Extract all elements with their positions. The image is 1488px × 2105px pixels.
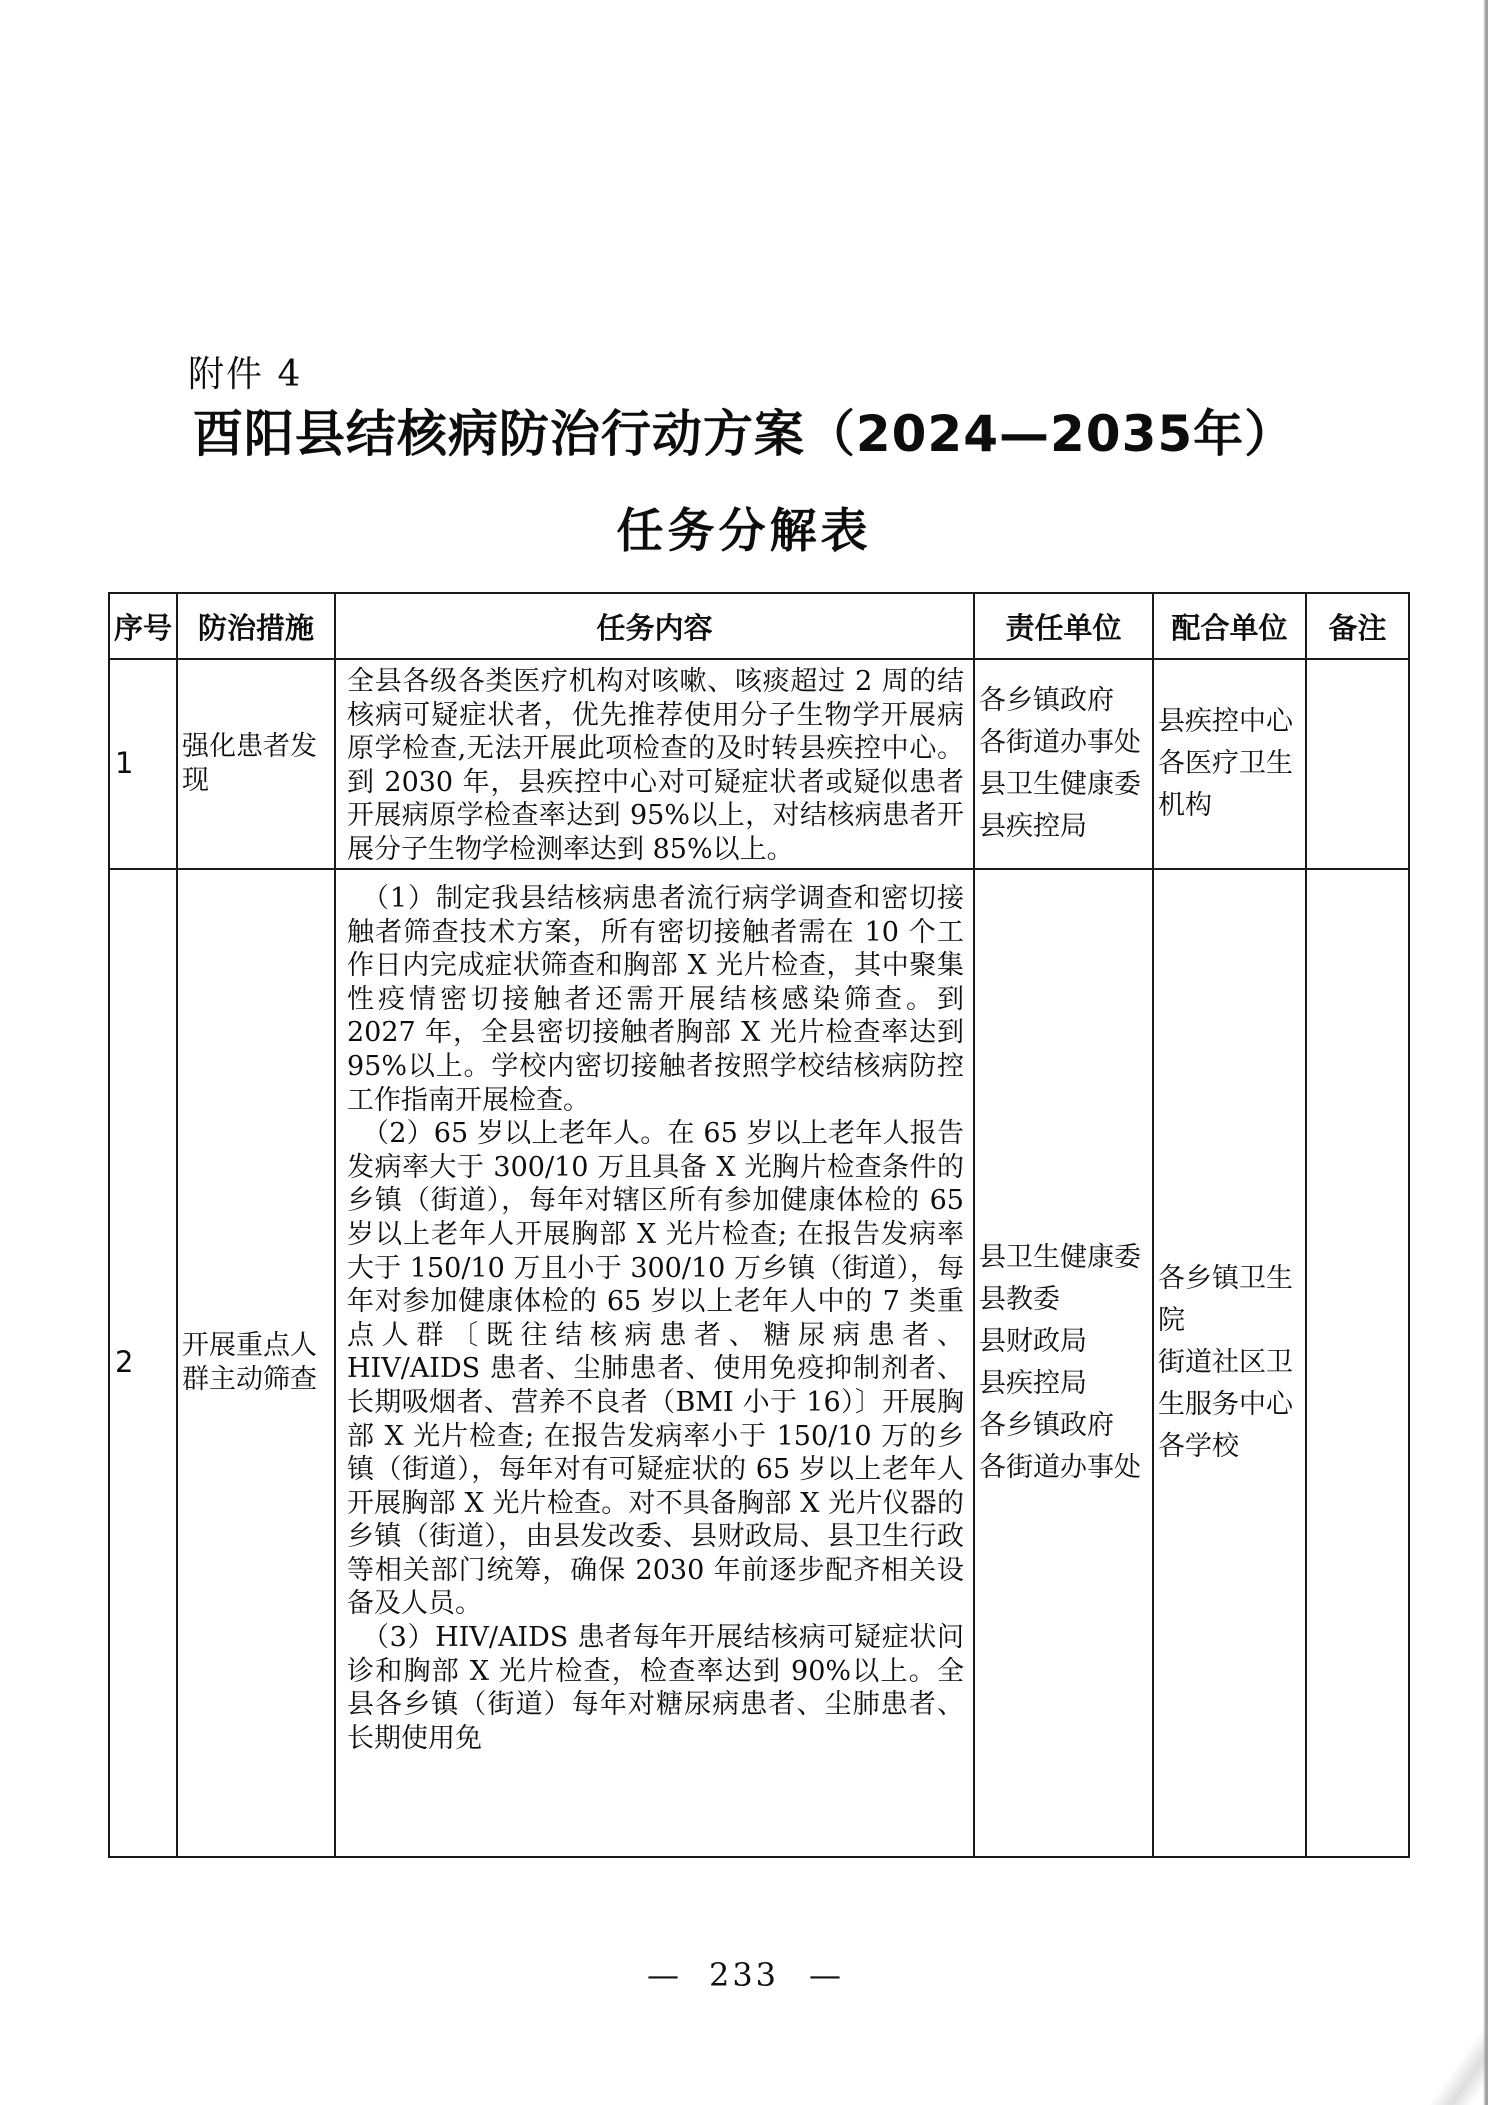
cell-row2-responsible-units: 县卫生健康委 县教委 县财政局 县疾控局 各乡镇政府 各街道办事处 <box>974 869 1153 1857</box>
document-subtitle: 任务分解表 <box>616 504 872 559</box>
scan-corner-artifact <box>1418 2015 1488 2105</box>
footer-dash-left: — <box>646 1956 679 1994</box>
cell-row1-cooperating-units: 县疾控中心 各医疗卫生机构 <box>1153 659 1306 869</box>
table-row <box>109 869 1409 1857</box>
cell-row2-remarks <box>1306 869 1409 1857</box>
page-number <box>0 1956 1488 1994</box>
header-cell-index: 序号 <box>109 593 177 659</box>
header-cell-measure: 防治措施 <box>177 593 335 659</box>
header-cell-cooperating: 配合单位 <box>1153 593 1306 659</box>
cell-row1-task-content <box>335 659 974 869</box>
cell-row1-responsible-units: 各乡镇政府 各街道办事处 县卫生健康委 县疾控局 <box>974 659 1153 869</box>
cell-row1-measure: 强化患者发现 <box>177 659 335 869</box>
footer-page-number: 233 <box>708 1956 780 1994</box>
task-paragraph: （1）制定我县结核病患者流行病学调查和密切接触者筛查技术方案，所有密切接触者需在 10 个工作日内完成症状筛查和胸部 X 光片检查，其中聚集性疫情密切接触者还需开展结核感染筛查。到 2027 年，全县密切接触者胸部 X 光片检查率达到 95%以上。学校内密切接触者按照学校结核病防控工作指南开展检查。 <box>347 883 964 1116</box>
footer-dash-right: — <box>809 1956 842 1994</box>
cell-row1-index: 1 <box>109 659 177 869</box>
attachment-label: 附件 4 <box>188 354 303 395</box>
scan-edge-artifact <box>1483 0 1488 2105</box>
cell-row2-task-content <box>335 869 974 1857</box>
header-cell-task: 任务内容 <box>335 593 974 659</box>
cell-row1-remarks <box>1306 659 1409 869</box>
task-paragraph: （3）HIV/AIDS 患者每年开展结核病可疑症状问诊和胸部 X 光片检查，检查率达到 90%以上。全县各乡镇（街道）每年对糖尿病患者、尘肺患者、长期使用免 <box>347 1622 964 1754</box>
cell-row2-measure: 开展重点人群主动筛查 <box>177 869 335 1857</box>
task-paragraph: 全县各级各类医疗机构对咳嗽、咳痰超过 2 周的结核病可疑症状者，优先推荐使用分子生物学开展病原学检查,无法开展此项检查的及时转县疾控中心。到 2030 年，县疾控中心对可疑症状者或疑似患者开展病原学检查率达到 95%以上，对结核病患者开展分子生物学检测率达到 85%以上。 <box>347 666 964 865</box>
cell-row2-index: 2 <box>109 869 177 1857</box>
task-paragraph: （2）65 岁以上老年人。在 65 岁以上老年人报告发病率大于 300/10 万且具备 X 光胸片检查条件的乡镇（街道），每年对辖区所有参加健康体检的 65 岁以上老年人开展胸部 X 光片检查; 在报告发病率大于 150/10 万且小于 300/10 万乡镇（街道），每年对参加健康体检的 65 岁以上老年人中的 7 类重点人群〔既往结核病患者、糖尿病患者、HIV/AIDS 患者、尘肺患者、使用免疫抑制剂者、长期吸烟者、营养不良者（BMI 小于 16）〕开展胸部 X 光片检查; 在报告发病率小于 150/10 万的乡镇（街道），每年对有可疑症状的 65 岁以上老年人开展胸部 X 光片检查。对不具备胸部 X 光片仪器的乡镇（街道），由县发改委、县财政局、县卫生行政等相关部门统筹，确保 2030 年前逐步配齐相关设备及人员。 <box>347 1118 964 1620</box>
document-title: 酉阳县结核病防治行动方案（2024—2035年） <box>192 405 1296 463</box>
header-cell-remarks: 备注 <box>1306 593 1409 659</box>
header-cell-responsible: 责任单位 <box>974 593 1153 659</box>
cell-row2-cooperating-units: 各乡镇卫生院 街道社区卫生服务中心 各学校 <box>1153 869 1306 1857</box>
task-breakdown-table <box>108 592 1410 1858</box>
table-header-row <box>109 593 1409 659</box>
table-row <box>109 659 1409 869</box>
